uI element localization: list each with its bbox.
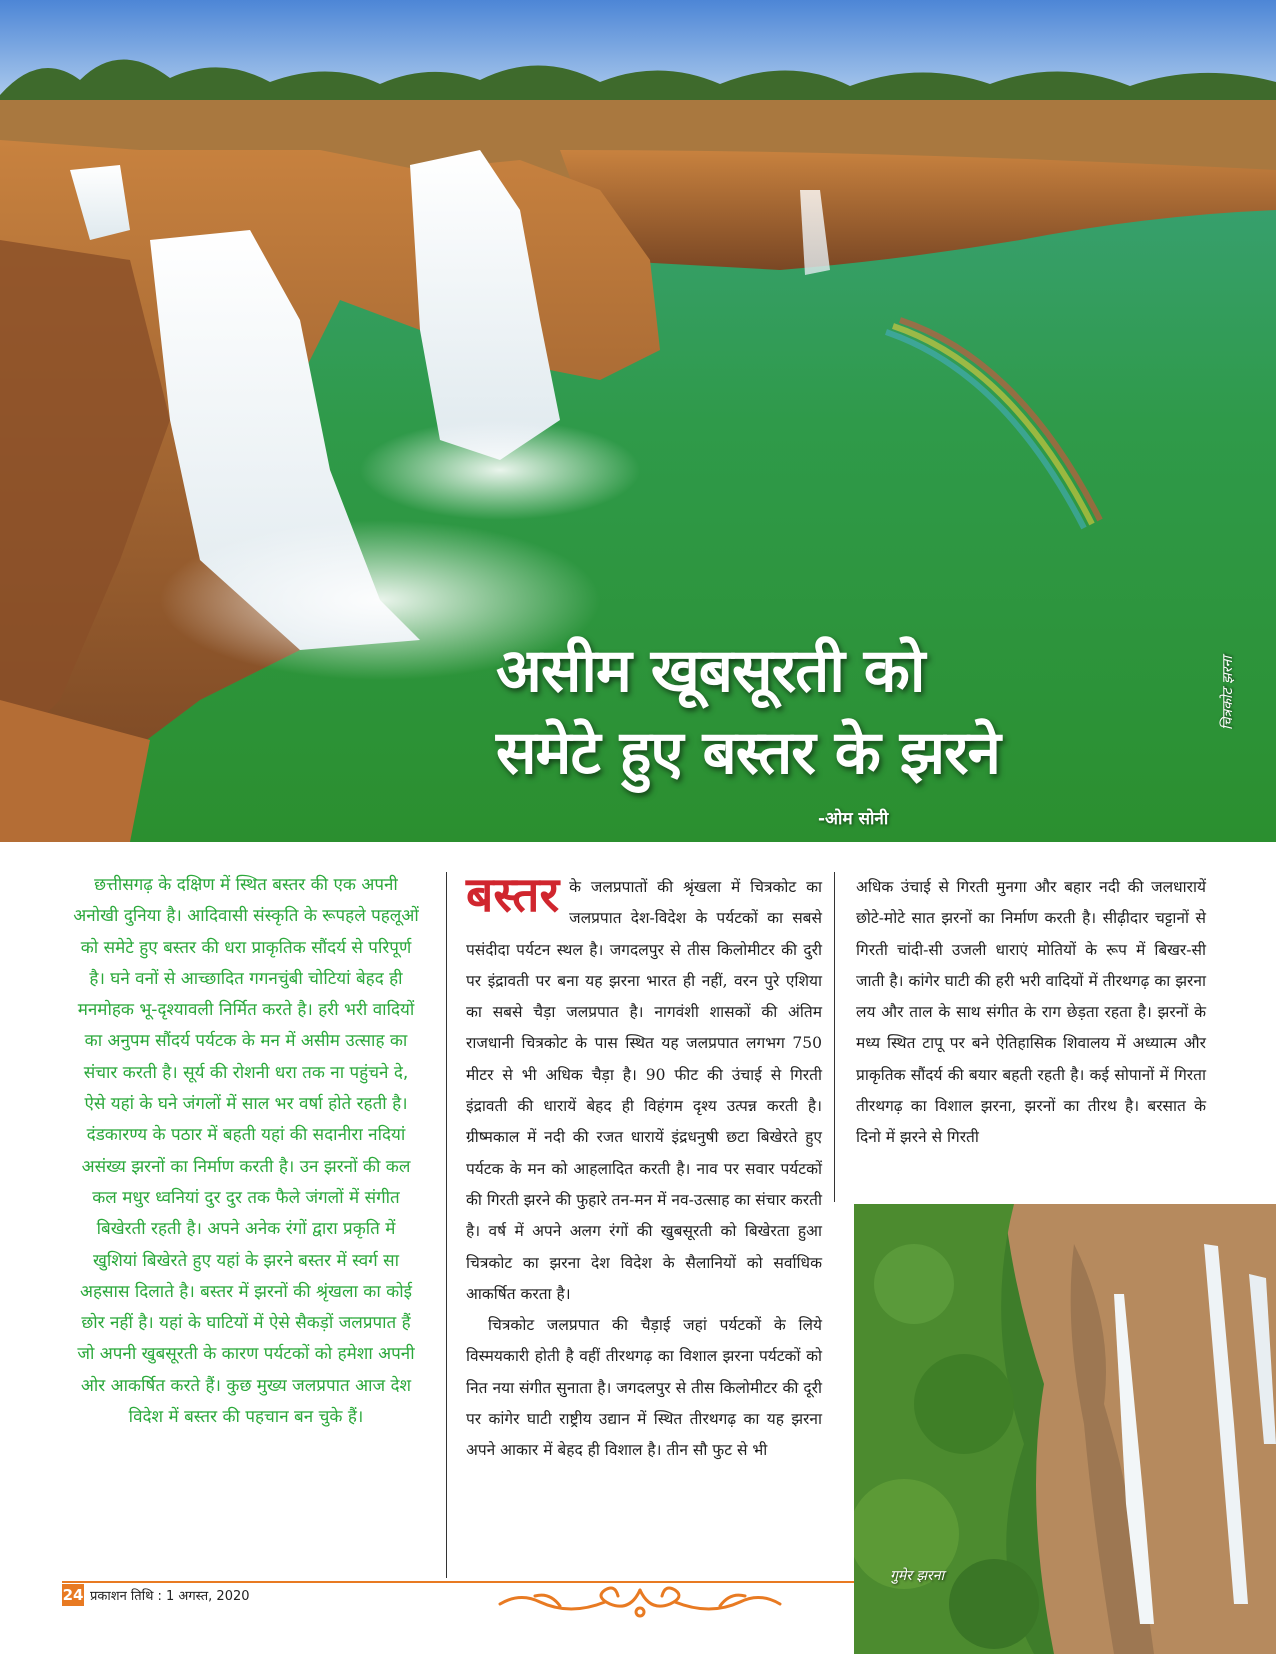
column-divider xyxy=(446,872,447,1578)
drop-cap: बस्तर xyxy=(466,867,560,923)
column-divider xyxy=(834,872,835,1202)
secondary-photo-caption: गुमेर झरना xyxy=(890,1568,945,1584)
forest-waterfall-scene xyxy=(854,1204,1276,1654)
publication-date: प्रकाशन तिथि : 1 अगस्त, 2020 xyxy=(90,1589,250,1604)
middle-paragraph-2: चित्रकोट जलप्रपात की चैड़ाई जहां पर्यटकों के लिये विस्मयकारी होती है वहीं तीरथगढ़ का विशाल झरना पर्यटकों को नित नया संगीत सुनाता है। जगदलपुर से तीस किलोमीटर की दूरी पर कांगेर घाटी राष्ट्रीय उद्यान में स्थित तीरथगढ़ का यह झरना अपने आकार में बेहद ही विशाल है। तीन सौ फुट से भी xyxy=(466,1316,822,1460)
secondary-photo xyxy=(854,1204,1276,1654)
headline-line-1: असीम खूबसूरती को xyxy=(496,636,925,706)
middle-paragraph-1: के जलप्रपातों की श्रृंखला में चित्रकोट का जलप्रपात देश-विदेश के पर्यटकों का सबसे पसंदीदा पर्यटन स्थल है। जगदलपुर से तीस किलोमीटर की दुरी पर इंद्रावती पर बना यह झरना भारत ही नहीं, वरन पुरे एशिया का सबसे चैड़ा जलप्रपात है। नागवंशी शासकों की अंतिम राजधानी चित्रकोट के पास स्थित यह जलप्रपात लगभग 750 मीटर से भी अधिक चैड़ा है। 90 फीट की उंचाई से गिरती इंद्रावती की धारायें बेहद ही विहंगम दृश्य उत्पन्न करती है। ग्रीष्मकाल में नदी की रजत धारायें इंद्रधनुषी छटा बिखेरते हुए पर्यटक के मन को आहलादित करती है। नाव पर सवार पर्यटकों की गिरती झरने की फुहारे तन-मन में नव-उत्साह का संचार करती है। वर्ष में अपने अलग रंगों की खुबसूरती को बिखेरता हुआ चित्रकोट का झरना देश विदेश के सैलानियों को सर्वाधिक आकर्षित करता है। xyxy=(466,878,822,1303)
right-column xyxy=(856,872,1206,1154)
hero-photo-caption: चित्रकोट झरना xyxy=(1220,656,1236,730)
headline xyxy=(496,630,1216,794)
headline-line-2: समेटे हुए बस्तर के झरने xyxy=(496,718,1000,788)
middle-column xyxy=(466,867,822,1467)
author-byline: -ओम सोनी xyxy=(818,809,889,829)
right-paragraph: अधिक उंचाई से गिरती मुनगा और बहार नदी की जलधारायें छोटे-मोटे सात झरनों का निर्माण करती है। सीढ़ीदार चट्टानों से गिरती चांदी-सी उजली धाराएं मोतियों के रूप में बिखर-सी जाती है। कांगेर घाटी की हरी भरी वादियों में तीरथगढ़ का झरना लय और ताल के साथ संगीत के राग छेड़ता रहता है। झरनों के मध्य स्थित टापू पर बने ऐतिहासिक शिवालय में अध्यात्म और प्राकृतिक सौंदर्य की बयार बहती रहती है। कई सोपानों में गिरता तीरथगढ़ का विशाल झरना, झरनों का तीरथ है। बरसात के दिनो में झरने से गिरती xyxy=(856,878,1206,1147)
left-column xyxy=(72,870,420,1433)
intro-paragraph: छत्तीसगढ़ के दक्षिण में स्थित बस्तर की एक अपनी अनोखी दुनिया है। आदिवासी संस्कृति के रूपहले पहलूओं को समेटे हुए बस्तर की धरा प्राकृतिक सौंदर्य से परिपूर्ण है। घने वनों से आच्छादित गगनचुंबी चोटियां बेहद ही मनमोहक भू-दृश्यावली निर्मित करते है। हरी भरी वादियों का अनुपम सौंदर्य पर्यटक के मन में असीम उत्साह का संचार करती है। सूर्य की रोशनी धरा तक ना पहुंचने दे, ऐसे यहां के घने जंगलों में साल भर वर्षा होते रहती है। दंडकारण्य के पठार में बहती यहां की सदानीरा नदियां असंख्य झरनों का निर्माण करती है। उन झरनों की कल कल मधुर ध्वनियां दुर दुर तक फैले जंगलों में संगीत बिखेरती रहती है। अपने अनेक रंगों द्वारा प्रकृति में खुशियां बिखेरते हुए यहां के झरने बस्तर में स्वर्ग सा अहसास दिलाते है। बस्तर में झरनों की श्रृंखला का कोई छोर नहीं है। यहां के घाटियों में ऐसे सैकड़ों जलप्रपात हैं जो अपनी खुबसूरती के कारण पर्यटकों को हमेशा अपनी ओर आकर्षित करते हैं। कुछ मुख्य जलप्रपात आज देश विदेश में बस्तर की पहचान बन चुके हैं। xyxy=(73,875,419,1428)
page-number: 24 xyxy=(62,1586,84,1604)
decorative-flourish-icon xyxy=(490,1582,790,1622)
